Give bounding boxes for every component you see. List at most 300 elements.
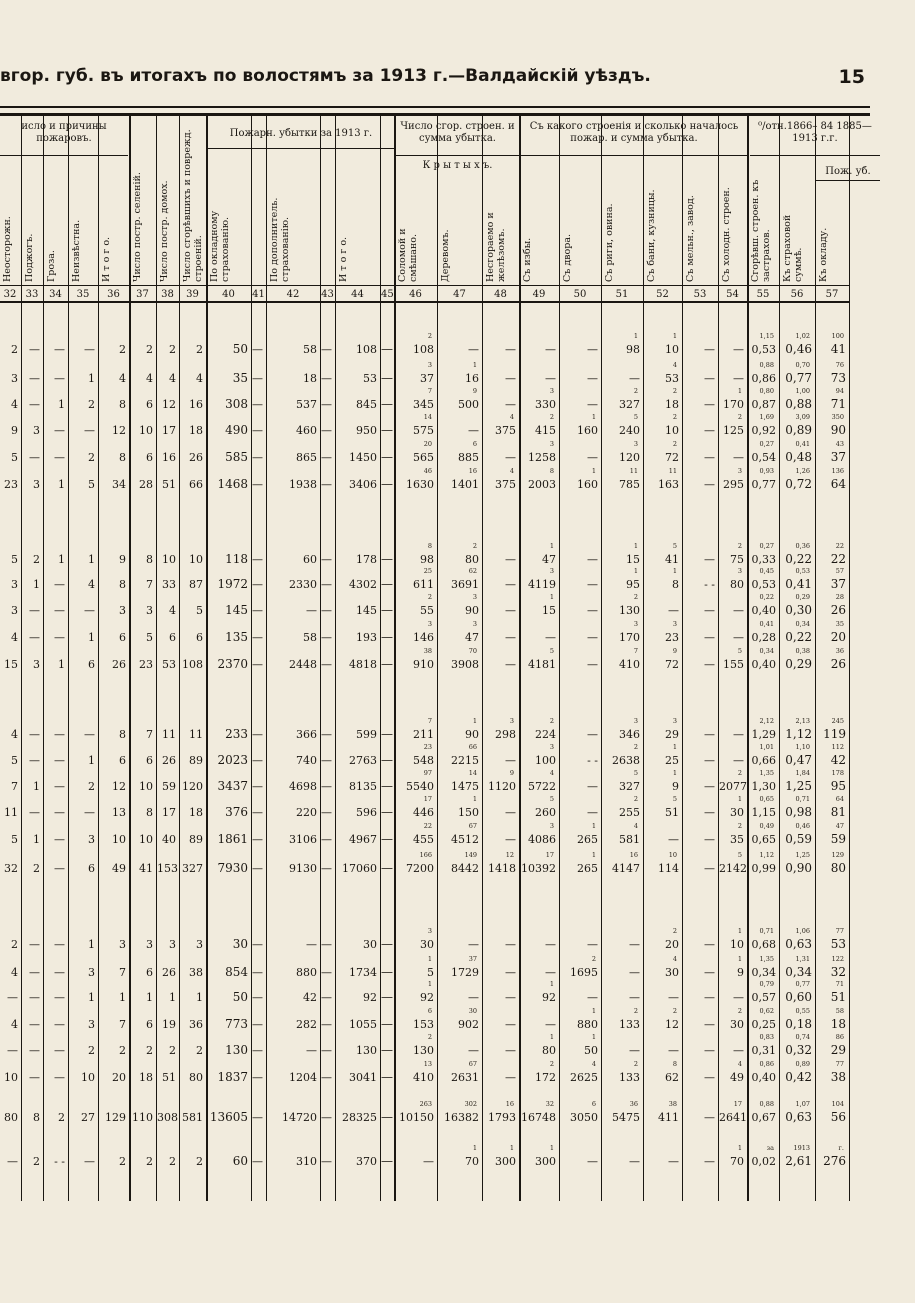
table-cell: 92 (420, 991, 434, 1004)
table-cell-superscript: 16 (468, 467, 477, 475)
table-cell: 125 (723, 424, 744, 437)
table-cell: — (505, 604, 516, 617)
table-cell: — (321, 938, 332, 951)
table-cell-superscript: 0,77 (795, 980, 810, 988)
table-cell-superscript: 17 (733, 1100, 742, 1108)
table-cell: — (54, 754, 65, 767)
column-number: 33 (25, 289, 39, 300)
column-header-label: Къ окладу. (818, 227, 829, 282)
table-cell: 0,53 (751, 578, 776, 591)
table-cell: 5 (11, 553, 18, 566)
table-cell-superscript: 3 (633, 620, 638, 628)
table-cell: 596 (356, 806, 377, 819)
table-cell-superscript: 0,36 (795, 542, 810, 550)
table-cell: — (252, 1044, 263, 1057)
table-cell-superscript: 4 (509, 467, 514, 475)
table-cell: 0,25 (751, 1018, 776, 1031)
table-cell: 2 (169, 1155, 176, 1168)
table-cell: 0,67 (751, 1111, 776, 1124)
column-header-label: Число постр. домох. (159, 180, 170, 282)
table-cell-superscript: 0,34 (759, 647, 774, 655)
table-cell-superscript: 5 (737, 647, 742, 655)
table-cell: — (505, 806, 516, 819)
table-cell: — (468, 424, 479, 437)
table-cell-superscript: 46 (423, 467, 432, 475)
table-cell: — (54, 343, 65, 356)
table-cell: — (381, 1154, 393, 1168)
table-cell: 90 (465, 728, 479, 741)
table-cell: — (587, 938, 598, 951)
table-cell: 0,68 (751, 938, 776, 951)
table-cell: 0,57 (751, 991, 776, 1004)
table-cell: 19 (162, 1018, 176, 1031)
table-cell: 0,54 (751, 451, 776, 464)
table-cell: 41 (139, 862, 153, 875)
column-header-label: Число сгорѣвшихъ и поврежд. строеній. (182, 129, 204, 282)
table-cell: 1,12 (785, 727, 812, 741)
table-cell-superscript: 71 (835, 980, 844, 988)
table-cell-superscript: 36 (835, 647, 844, 655)
column-number: 49 (532, 289, 546, 300)
table-cell: 8 (119, 398, 126, 411)
table-cell: — (668, 1044, 679, 1057)
table-cell: — (306, 938, 317, 951)
table-cell: 0,92 (751, 424, 776, 437)
table-cell: 27 (81, 1111, 95, 1124)
table-cell: 1 (88, 372, 95, 385)
table-cell: 6 (146, 451, 153, 464)
table-cell: 18 (139, 1071, 153, 1084)
table-cell: 10 (189, 553, 203, 566)
table-cell: — (505, 343, 516, 356)
table-cell: 47 (542, 553, 556, 566)
table-cell: 16748 (521, 1111, 556, 1124)
table-cell: 108 (356, 343, 377, 356)
table-cell: 51 (665, 806, 679, 819)
table-cell: 3 (33, 424, 40, 437)
table-cell: 6 (169, 631, 176, 644)
page-header-title: вгор. губ. въ итогахъ по волостямъ за 1913 г.—Валдайскій уѣздъ. (0, 66, 651, 86)
table-cell: — (252, 1018, 263, 1031)
table-cell-superscript: 1,01 (759, 743, 774, 751)
table-cell: — (668, 991, 679, 1004)
table-cell-superscript: 0,38 (795, 647, 810, 655)
table-cell: 193 (356, 631, 377, 644)
column-number: 40 (222, 289, 235, 300)
table-cell: — (629, 938, 640, 951)
table-cell: — (733, 1044, 744, 1057)
table-cell-superscript: 47 (835, 822, 844, 830)
table-cell: 6 (146, 754, 153, 767)
table-cell-superscript: 104 (831, 1100, 844, 1108)
table-cell: 2625 (570, 1071, 598, 1084)
table-cell: — (704, 372, 715, 385)
table-cell: 8 (672, 578, 679, 591)
table-cell: 163 (658, 478, 679, 491)
table-cell-superscript: 0,89 (795, 1060, 810, 1068)
column-number: 43 (321, 289, 334, 300)
table-cell: — (733, 372, 744, 385)
table-cell-superscript: 12 (505, 851, 514, 859)
table-cell: 129 (105, 1111, 126, 1124)
table-cell-superscript: 0,62 (759, 1007, 774, 1015)
table-cell-superscript: 112 (831, 743, 844, 751)
table-cell: — (252, 1111, 263, 1124)
header-rule-top (0, 106, 870, 108)
table-cell: — (252, 938, 263, 951)
table-cell: 460 (296, 424, 317, 437)
column-number: 38 (161, 289, 174, 300)
table-cell: 87 (189, 578, 203, 591)
table-cell-superscript: 122 (831, 955, 844, 963)
table-cell: — (505, 631, 516, 644)
table-cell: 153 (413, 1018, 434, 1031)
table-cell-superscript: 7 (427, 387, 432, 395)
group-header-pozh: Пож. уб. (825, 166, 871, 177)
table-cell: — (468, 991, 479, 1004)
table-cell: 26 (112, 658, 126, 671)
table-cell: — (321, 578, 332, 591)
table-cell-superscript: 2,13 (795, 717, 810, 725)
table-cell: — (629, 1155, 640, 1168)
table-cell: — (587, 631, 598, 644)
table-cell-superscript: 2 (427, 332, 432, 340)
table-cell: 1258 (528, 451, 556, 464)
table-cell: 95 (830, 779, 846, 793)
table-cell: 2 (169, 1044, 176, 1057)
table-cell: 282 (296, 1018, 317, 1031)
table-cell: — (505, 553, 516, 566)
table-cell-superscript: 30 (468, 1007, 477, 1015)
table-cell: — (381, 753, 393, 767)
table-cell: 2 (88, 1044, 95, 1057)
table-cell: — (704, 398, 715, 411)
table-cell: 1861 (217, 832, 248, 846)
table-cell: — (381, 832, 393, 846)
table-cell: 585 (225, 450, 248, 464)
table-cell-superscript: 2 (737, 542, 742, 550)
table-cell: 9 (737, 966, 744, 979)
table-cell: 0,63 (785, 1110, 812, 1124)
table-cell: — (321, 1018, 332, 1031)
table-cell: — (252, 398, 263, 411)
table-cell: 0,53 (751, 343, 776, 356)
table-cell-superscript: 94 (835, 387, 844, 395)
table-cell: — (321, 478, 332, 491)
table-cell-superscript: 3 (549, 440, 554, 448)
table-cell: 4512 (451, 833, 479, 846)
table-cell: 366 (296, 728, 317, 741)
table-cell: 3106 (289, 833, 317, 846)
table-cell-superscript: 136 (831, 467, 844, 475)
table-cell: — (381, 603, 393, 617)
table-cell: 5 (427, 966, 434, 979)
table-cell: 160 (577, 478, 598, 491)
table-cell-superscript: 86 (835, 1033, 844, 1041)
column-header-label: Неизвѣстна. (71, 219, 82, 282)
table-cell: — (54, 1018, 65, 1031)
table-cell: 2 (58, 1111, 65, 1124)
table-cell: 145 (225, 603, 248, 617)
table-cell: — (629, 1044, 640, 1057)
table-cell-superscript: 2 (672, 1007, 677, 1015)
table-cell: 26 (830, 603, 846, 617)
table-cell: — (54, 938, 65, 951)
table-cell: — (505, 578, 516, 591)
table-cell: 446 (413, 806, 434, 819)
table-cell: 5540 (406, 780, 434, 793)
table-cell: 1 (58, 398, 65, 411)
table-cell: 11 (162, 728, 176, 741)
column-number: 57 (825, 289, 839, 300)
table-cell: 4967 (349, 833, 377, 846)
table-cell: — (54, 862, 65, 875)
table-cell: — (704, 1018, 715, 1031)
column-header-label: Съ мельн., завод. (685, 195, 696, 282)
table-cell: — (704, 631, 715, 644)
table-cell: — (587, 991, 598, 1004)
table-cell-superscript: 2 (549, 717, 554, 725)
table-cell: — (545, 938, 556, 951)
table-cell-superscript: 5 (633, 769, 638, 777)
table-cell: 1468 (217, 477, 248, 491)
table-cell: — (84, 424, 95, 437)
table-cell: 0,48 (785, 450, 812, 464)
table-cell-superscript: 1 (737, 1144, 742, 1152)
table-cell-superscript: 7 (633, 647, 638, 655)
table-cell-superscript: 302 (464, 1100, 477, 1108)
column-header-label (383, 160, 393, 282)
table-cell-superscript: 3 (737, 567, 742, 575)
table-cell-superscript: 3 (427, 927, 432, 935)
table-cell: 18 (665, 398, 679, 411)
table-cell: 1729 (451, 966, 479, 979)
table-cell: — (733, 343, 744, 356)
table-cell-superscript: 32 (545, 1100, 554, 1108)
table-cell: — (54, 806, 65, 819)
table-cell: 16 (189, 398, 203, 411)
table-cell: 4818 (349, 658, 377, 671)
table-cell: 119 (823, 727, 846, 741)
column-header-label: Съ холодн. строен. (721, 187, 732, 282)
table-cell: — (733, 604, 744, 617)
table-cell-superscript: 36 (629, 1100, 638, 1108)
column-number: 41 (252, 289, 265, 300)
table-cell: 3 (88, 833, 95, 846)
table-cell-superscript: 1,07 (795, 1100, 810, 1108)
table-cell: — (505, 938, 516, 951)
table-cell: 28 (139, 478, 153, 491)
table-cell: — (587, 604, 598, 617)
table-cell: — (252, 553, 263, 566)
table-cell: — (704, 343, 715, 356)
table-cell: 0,22 (785, 552, 812, 566)
table-cell: 51 (162, 1071, 176, 1084)
table-cell-superscript: 2 (737, 822, 742, 830)
table-cell: — (29, 604, 40, 617)
table-cell: 15 (626, 553, 640, 566)
table-cell-superscript: 0,71 (795, 795, 810, 803)
column-header-label: Гроза. (46, 250, 57, 282)
table-cell-superscript: 1 (633, 332, 638, 340)
table-cell-superscript: 1,06 (795, 927, 810, 935)
table-cell-superscript: 5 (633, 413, 638, 421)
table-cell: 55 (420, 604, 434, 617)
table-cell: — (252, 780, 263, 793)
table-cell-superscript: 20 (423, 440, 432, 448)
table-cell: 8 (146, 806, 153, 819)
table-cell: — (545, 1018, 556, 1031)
table-cell: 50 (232, 342, 248, 356)
table-cell: — (84, 806, 95, 819)
table-cell: 2077 (719, 780, 747, 793)
table-cell: — (29, 1071, 40, 1084)
page-number: 15 (838, 66, 865, 88)
table-cell: — (423, 1155, 434, 1168)
column-number: 46 (409, 289, 422, 300)
table-cell-superscript: 37 (468, 955, 477, 963)
table-cell: 0,29 (785, 657, 812, 671)
table-cell: 1 (146, 991, 153, 1004)
table-cell: 60 (303, 553, 317, 566)
table-cell-superscript: 1 (633, 567, 638, 575)
table-cell-superscript: 263 (419, 1100, 432, 1108)
table-cell: 12 (665, 1018, 679, 1031)
table-cell: 118 (225, 552, 248, 566)
table-cell: 1055 (349, 1018, 377, 1031)
table-cell: — (381, 423, 393, 437)
column-number: 55 (756, 289, 770, 300)
table-cell-superscript: 2 (549, 1060, 554, 1068)
table-cell: — (54, 372, 65, 385)
table-cell: — (321, 1155, 332, 1168)
table-cell: 92 (363, 991, 377, 1004)
table-cell: 910 (413, 658, 434, 671)
table-cell: 172 (535, 1071, 556, 1084)
table-cell: — (54, 578, 65, 591)
column-header-label: Несгораемо и желѣзомъ. (485, 212, 507, 282)
table-cell: 233 (225, 727, 248, 741)
table-cell-superscript: 11 (668, 467, 677, 475)
table-cell: 114 (658, 862, 679, 875)
table-cell-superscript: 11 (629, 467, 638, 475)
table-cell: 2023 (217, 753, 248, 767)
table-cell: — (29, 728, 40, 741)
table-cell-superscript: 100 (831, 332, 844, 340)
table-cell: 211 (413, 728, 434, 741)
column-number: 35 (76, 289, 90, 300)
table-cell: 4 (11, 631, 18, 644)
table-cell: 490 (225, 423, 248, 437)
table-cell: — (468, 938, 479, 951)
table-cell: — (29, 1044, 40, 1057)
table-cell-superscript: 1 (472, 1144, 477, 1152)
table-cell: 255 (619, 806, 640, 819)
table-cell: 880 (577, 1018, 598, 1031)
table-cell: 1 (58, 478, 65, 491)
table-cell: 0,41 (785, 577, 812, 591)
table-cell: — (7, 1044, 18, 1057)
table-cell-superscript: 7 (427, 717, 432, 725)
table-cell: 3 (119, 938, 126, 951)
table-cell-superscript: 1 (549, 1033, 554, 1041)
table-cell: — (84, 1155, 95, 1168)
table-cell: 10 (112, 833, 126, 846)
table-cell: — (704, 966, 715, 979)
table-cell: — (252, 1071, 263, 1084)
table-cell: 885 (458, 451, 479, 464)
table-cell: 5 (11, 754, 18, 767)
table-cell: — (545, 966, 556, 979)
table-cell: 18 (189, 424, 203, 437)
table-cell: — (381, 450, 393, 464)
table-cell: 1837 (217, 1070, 248, 1084)
table-cell: — (505, 398, 516, 411)
table-cell: — (252, 578, 263, 591)
table-cell: 2330 (289, 578, 317, 591)
column-header-label: Съ риги, овина. (604, 203, 615, 282)
table-cell: 3437 (217, 779, 248, 793)
table-cell-superscript: 1 (591, 822, 596, 830)
table-cell: 53 (665, 372, 679, 385)
table-cell-superscript: 3 (427, 361, 432, 369)
table-cell: 92 (542, 991, 556, 1004)
table-cell: 26 (830, 657, 846, 671)
table-cell: 2 (119, 343, 126, 356)
table-cell: — (381, 937, 393, 951)
table-cell: — (381, 805, 393, 819)
table-cell: 845 (356, 398, 377, 411)
table-cell: 240 (619, 424, 640, 437)
table-cell: 8135 (349, 780, 377, 793)
table-cell-superscript: 0,49 (759, 822, 774, 830)
table-cell-superscript: 62 (468, 567, 477, 575)
table-cell: 130 (413, 1044, 434, 1057)
table-cell: 36 (189, 1018, 203, 1031)
group-rule (750, 155, 880, 156)
table-cell-superscript: 1 (737, 387, 742, 395)
table-cell: - - (704, 578, 715, 591)
table-cell-superscript: 16 (629, 851, 638, 859)
table-cell: 3 (11, 578, 18, 591)
table-cell-superscript: 2 (737, 1007, 742, 1015)
table-cell: 26 (189, 451, 203, 464)
table-cell: 1,30 (751, 780, 776, 793)
table-cell-superscript: 43 (835, 440, 844, 448)
table-cell-superscript: 25 (423, 567, 432, 575)
table-cell: 1 (58, 553, 65, 566)
table-cell: 1120 (488, 780, 516, 793)
table-cell: 26 (162, 754, 176, 767)
table-cell: 1401 (451, 478, 479, 491)
table-cell: 950 (356, 424, 377, 437)
table-cell: 130 (225, 1043, 248, 1057)
table-cell: 53 (363, 372, 377, 385)
table-cell: 1 (88, 631, 95, 644)
table-cell: — (505, 1071, 516, 1084)
table-cell-superscript: 4 (633, 822, 638, 830)
table-cell: — (321, 553, 332, 566)
table-cell: 50 (584, 1044, 598, 1057)
table-cell: — (381, 861, 393, 875)
table-cell: — (252, 631, 263, 644)
table-cell: 5475 (612, 1111, 640, 1124)
table-cell: 50 (232, 990, 248, 1004)
table-cell: 1 (169, 991, 176, 1004)
group-rule (816, 180, 880, 181)
table-cell: 95 (626, 578, 640, 591)
table-cell-superscript: 22 (835, 542, 844, 550)
